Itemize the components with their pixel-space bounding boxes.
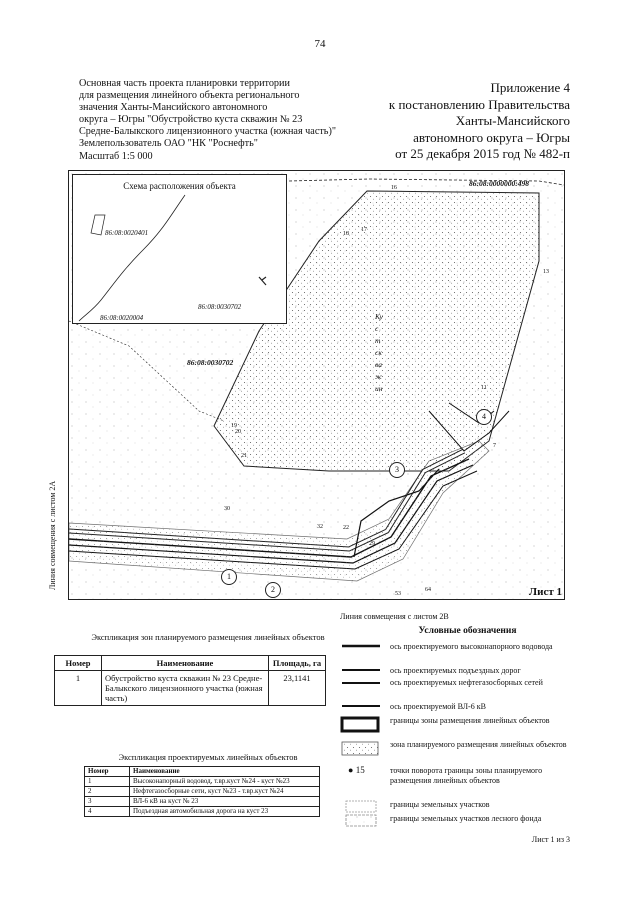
- table-row: [55, 671, 326, 706]
- table-cell: Подъездная автомобильная дорога на куст 23: [130, 807, 320, 817]
- scale-line: Масштаб 1:5 000: [79, 150, 153, 162]
- oil-gas-pipeline-line-icon: [340, 678, 380, 688]
- point-symbol-label: 15: [355, 765, 365, 775]
- header-left-line: Основная часть проекта планировки территории: [79, 78, 290, 89]
- point-number: 7: [493, 443, 496, 449]
- table-header: Площадь, га: [269, 656, 326, 671]
- objects-explication-title: Экспликация проектируемых линейных объектов: [118, 752, 298, 762]
- table-cell: Высоконапорный водовод, т.вр.куст №24 - куст №23: [130, 777, 320, 787]
- legend-title: Условные обозначения: [418, 626, 517, 636]
- object-callout: 3: [389, 462, 405, 478]
- legend-label: ось проектируемых нефтегазосборных сетей: [390, 678, 543, 687]
- point-number: 22: [343, 525, 349, 531]
- forest-fund-boundary-icon: [340, 814, 380, 828]
- inset-parcel-label: 86:08:0020004: [100, 314, 144, 322]
- legend-label: ось проектируемых подъездных дорог: [390, 666, 521, 675]
- page-number: 74: [314, 38, 326, 50]
- zones-explication-title: Экспликация зон планируемого размещения линейных объектов: [91, 632, 325, 642]
- table-cell: 3: [85, 797, 130, 807]
- table-row: [85, 787, 320, 797]
- table-cell: 4: [85, 807, 130, 817]
- table-row: [85, 797, 320, 807]
- objects-explication-table: [84, 766, 320, 817]
- legend-label: границы земельных участков лесного фонда: [390, 814, 542, 823]
- inset-drawing: [73, 175, 286, 323]
- zone-area-icon: [340, 740, 380, 758]
- table-header: Номер: [55, 656, 102, 671]
- header-right-line: от 25 декабря 2015 год № 482-п: [395, 146, 570, 161]
- table-row: [85, 777, 320, 787]
- table-cell: 1: [85, 777, 130, 787]
- point-number: 64: [425, 587, 431, 593]
- table-header: Наименование: [102, 656, 269, 671]
- object-callout: 4: [476, 409, 492, 425]
- object-callout: 2: [265, 582, 281, 598]
- table-cell: Обустройство куста скважин № 23 Средне-Балыкского лицензионного участка (южная часть): [102, 671, 269, 706]
- table-header: Номер: [85, 767, 130, 777]
- header-right-line: Приложение 4: [490, 80, 570, 95]
- point-number: 19: [231, 423, 237, 429]
- bottom-alignment-label: Линия совмещения с листом 2В: [340, 612, 449, 621]
- header-left-line: для размещения линейного объекта регионального: [79, 90, 300, 102]
- table-cell: 2: [85, 787, 130, 797]
- point-number: 20: [235, 429, 241, 435]
- land-plot-boundary-icon: [340, 800, 380, 814]
- parcel-label: 86:08:0000000:498: [469, 179, 529, 188]
- table-cell: 23,1141: [269, 671, 326, 706]
- legend: [340, 626, 575, 823]
- legend-label: ось проектируемого высоконапорного водовода: [390, 642, 553, 651]
- power-line-icon: [340, 702, 380, 712]
- water-pipeline-line-icon: [340, 642, 380, 652]
- object-callout: 1: [221, 569, 237, 585]
- inset-parcel-label: 86:08:0020401: [105, 229, 149, 237]
- appendix-header: [330, 80, 570, 163]
- area-label: Куст скважин: [375, 312, 383, 393]
- point-number: 21: [241, 453, 247, 459]
- table-row: [85, 807, 320, 817]
- table-cell: 1: [55, 671, 102, 706]
- parcel-label: 86:08:0030702: [187, 358, 234, 367]
- sheet-label: Лист 1: [528, 586, 562, 598]
- header-left-line: Землепользователь ОАО "НК "Роснефть": [79, 138, 258, 150]
- turning-point-icon: ● 15: [348, 765, 365, 775]
- point-number: 30: [224, 506, 230, 512]
- header-left-line: Средне-Балыкского лицензионного участка (южная часть)": [79, 126, 337, 138]
- point-number: 29: [369, 541, 375, 547]
- header-left-line: округа – Югры "Обустройство куста скважин № 23: [79, 114, 303, 126]
- table-header: Наименование: [130, 767, 320, 777]
- point-number: 13: [543, 269, 549, 275]
- legend-label: точки поворота границы зоны планируемого размещения линейных объектов: [390, 766, 543, 785]
- point-number: 11: [481, 385, 487, 391]
- location-scheme-inset: [72, 174, 287, 324]
- legend-label: границы земельных участков: [390, 800, 490, 809]
- point-number: 32: [317, 524, 323, 530]
- planning-map: [68, 170, 565, 600]
- table-cell: Нефтегазосборные сети, куст №23 - т.вр.куст №24: [130, 787, 320, 797]
- legend-label: ось проектируемой ВЛ-6 кВ: [390, 702, 486, 711]
- point-number: 53: [395, 591, 401, 597]
- header-right-line: автономного округа – Югры: [413, 129, 570, 145]
- inset-title: Схема расположения объекта: [123, 181, 236, 191]
- legend-label: зона планируемого размещения линейных объектов: [390, 740, 567, 749]
- zone-boundary-icon: [340, 716, 380, 734]
- header-right-line: к постановлению Правительства: [388, 96, 570, 112]
- inset-parcel-label: 86:08:0030702: [198, 303, 242, 311]
- header-right-line: Ханты-Мансийского: [455, 113, 570, 128]
- left-alignment-label: Линия совмещения с листом 2А: [48, 480, 57, 590]
- zones-explication-table: [54, 655, 326, 706]
- point-number: 17: [361, 227, 367, 233]
- point-number: 16: [391, 185, 397, 191]
- table-cell: ВЛ-6 кВ на куст № 23: [130, 797, 320, 807]
- road-line-icon: [340, 666, 380, 676]
- legend-label: границы зоны размещения линейных объектов: [390, 716, 550, 725]
- point-number: 18: [343, 231, 349, 237]
- header-left-line: значения Ханты-Мансийского автономного: [79, 102, 268, 114]
- sheet-count: Лист 1 из 3: [531, 835, 570, 844]
